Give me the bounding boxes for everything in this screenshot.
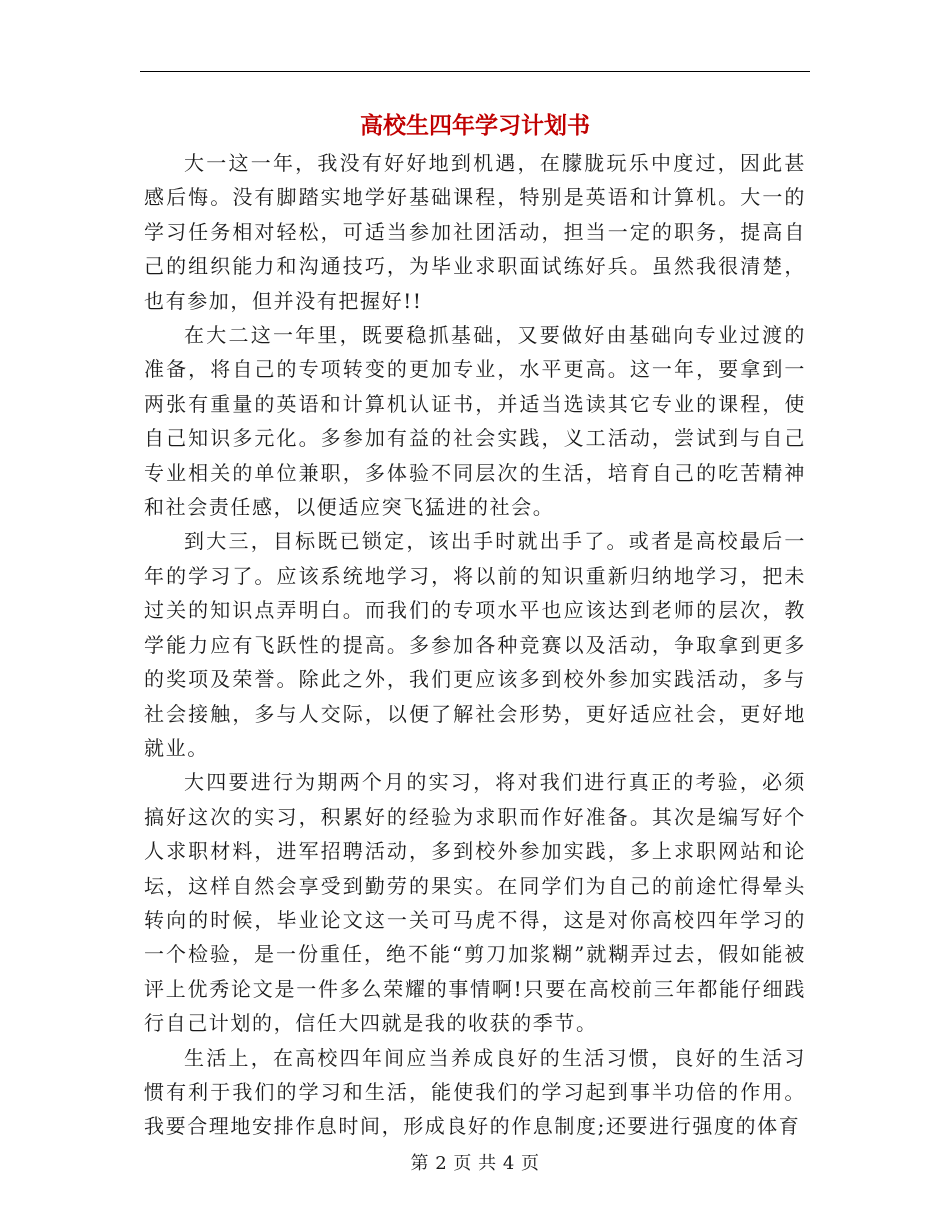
page-footer: 第 2 页 共 4 页 [410, 1153, 540, 1174]
paragraph-year-four: 大四要进行为期两个月的实习，将对我们进行真正的考验，必须搞好这次的实习，积累好的经验为求职而作好准备。其次是编写好个人求职材料，进军招聘活动，多到校外参加实践，多上求职网站和论坛，这样自然会享受到勤劳的果实。在同学们为自己的前途忙得晕头转向的时候，毕业论文这一关可马虎不得，这是对你高校四年学习的一个检验，是一份重任，绝不能“剪刀加浆糊”就糊弄过去，假如能被评上优秀论文是一件多么荣耀的事情啊!只要在高校前三年都能仔细践行自己计划的，信任大四就是我的收获的季节。 [144, 770, 806, 1036]
paragraph-year-two: 在大二这一年里，既要稳抓基础，又要做好由基础向专业过渡的准备，将自己的专项转变的更加专业，水平更高。这一年，要拿到一两张有重量的英语和计算机认证书，并适当选读其它专业的课程，使自己知识多元化。多参加有益的社会实践，义工活动，尝试到与自己专业相关的单位兼职，多体验不同层次的生活，培育自己的吃苦精神和社会责任感，以便适应突飞猛进的社会。 [144, 323, 806, 520]
header-rule [140, 71, 810, 72]
document-title: 高校生四年学习计划书 [360, 112, 590, 139]
paragraph-year-one: 大一这一年，我没有好好地到机遇，在朦胧玩乐中度过，因此甚感后悔。没有脚踏实地学好基础课程，特别是英语和计算机。大一的学习任务相对轻松，可适当参加社团活动，担当一定的职务，提高自己的组织能力和沟通技巧，为毕业求职面试练好兵。虽然我很清楚，也有参加，但并没有把握好!! [144, 151, 806, 313]
paragraph-year-three: 到大三，目标既已锁定，该出手时就出手了。或者是高校最后一年的学习了。应该系统地学习，将以前的知识重新归纳地学习，把未过关的知识点弄明白。而我们的专项水平也应该达到老师的层次，教学能力应有飞跃性的提高。多参加各种竞赛以及活动，争取拿到更多的奖项及荣誉。除此之外，我们更应该多到校外参加实践活动，多与社会接触，多与人交际，以便了解社会形势，更好适应社会，更好地就业。 [144, 529, 806, 760]
paragraph-life: 生活上，在高校四年间应当养成良好的生活习惯，良好的生活习惯有利于我们的学习和生活，能使我们的学习起到事半功倍的作用。我要合理地安排作息时间，形成良好的作息制度;还要进行强度的体育 [144, 1045, 806, 1139]
document-body [144, 146, 806, 1144]
